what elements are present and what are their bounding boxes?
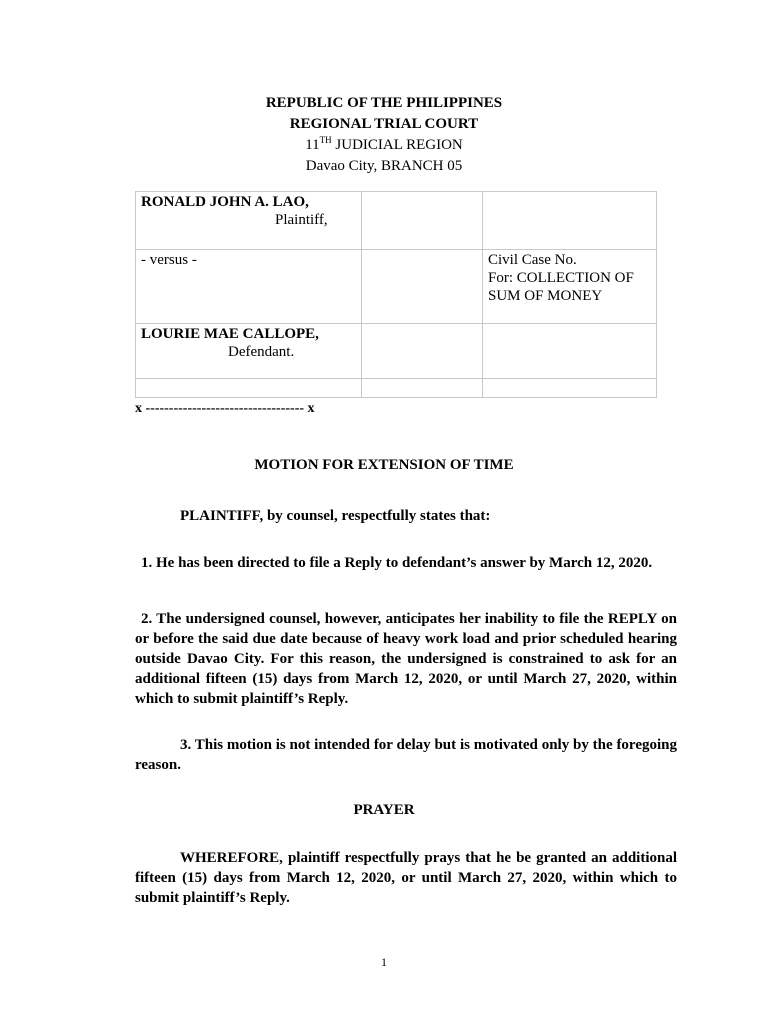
- paragraph-3-text: 3. This motion is not intended for delay but is motivated only by the foregoing reason.: [135, 737, 677, 773]
- header-republic: REPUBLIC OF THE PHILIPPINES: [265, 95, 503, 111]
- plaintiff-name: RONALD JOHN A. LAO,: [141, 194, 309, 210]
- caption-empty-cell: [362, 379, 483, 398]
- plaintiff-cell: [136, 192, 362, 250]
- caption-row-empty: [136, 379, 657, 398]
- region-number: 11: [305, 137, 320, 153]
- header-branch: Davao City, BRANCH 05: [305, 158, 463, 174]
- defendant-name: LOURIE MAE CALLOPE,: [141, 326, 319, 342]
- region-suffix: TH: [319, 135, 332, 145]
- paragraph-2: [135, 609, 677, 709]
- caption-empty-cell: [362, 324, 483, 379]
- paragraph-1: [135, 553, 677, 573]
- defendant-cell: [136, 324, 362, 379]
- case-number-label: Civil Case No.: [488, 252, 577, 268]
- versus-label: - versus -: [141, 252, 197, 268]
- caption-separator: x ---------------------------------- x: [135, 401, 315, 416]
- caption-empty-cell: [136, 379, 362, 398]
- intro-text: PLAINTIFF, by counsel, respectfully states that:: [180, 508, 491, 524]
- case-info-cell: [483, 250, 657, 324]
- caption-empty-cell: [483, 379, 657, 398]
- caption-empty-cell: [362, 192, 483, 250]
- region-label: JUDICIAL REGION: [331, 137, 463, 153]
- prayer-paragraph: [135, 848, 677, 908]
- caption-row-versus: [136, 250, 657, 324]
- page-number: 1: [381, 955, 387, 969]
- caption-empty-cell: [483, 324, 657, 379]
- plaintiff-role: Plaintiff,: [275, 212, 328, 228]
- case-subject: For: COLLECTION OF SUM OF MONEY: [488, 270, 634, 304]
- caption-row-plaintiff: [136, 192, 657, 250]
- case-caption-table: [135, 191, 657, 398]
- header-region: [0, 135, 768, 156]
- header-court: REGIONAL TRIAL COURT: [289, 116, 479, 132]
- paragraph-1-text: 1. He has been directed to file a Reply to defendant’s answer by March 12, 2020.: [141, 555, 653, 571]
- court-header: [0, 93, 768, 177]
- intro-paragraph: [135, 506, 677, 526]
- paragraph-3: [135, 735, 677, 775]
- prayer-heading: PRAYER: [353, 802, 415, 818]
- versus-cell: [136, 250, 362, 324]
- caption-empty-cell: [362, 250, 483, 324]
- motion-title: MOTION FOR EXTENSION OF TIME: [254, 457, 514, 473]
- caption-empty-cell: [483, 192, 657, 250]
- paragraph-2-text: 2. The undersigned counsel, however, anticipates her inability to file the REPLY on or before the said due date because of heavy work load and prior scheduled hearing outside Davao City. For this reason, the undersigned is constrained to ask for an additional fifteen (15) days from March 12, 2020, or until March 27, 2020, within which to submit plaintiff’s Reply.: [135, 611, 677, 707]
- caption-row-defendant: [136, 324, 657, 379]
- prayer-text: WHEREFORE, plaintiff respectfully prays that he be granted an additional fifteen (15) days from March 12, 2020, or until March 27, 2020, within which to submit plaintiff’s Reply.: [135, 850, 677, 906]
- defendant-role: Defendant.: [228, 344, 295, 360]
